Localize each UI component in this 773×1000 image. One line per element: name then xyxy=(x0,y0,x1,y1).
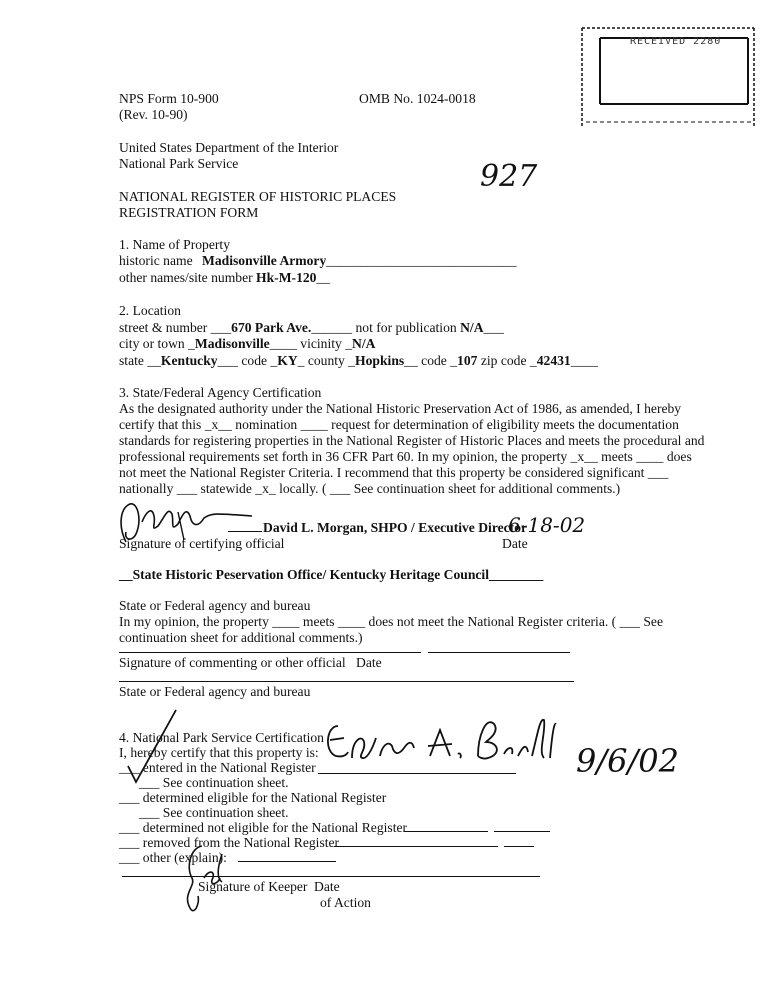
vicinity-label: vicinity xyxy=(300,336,342,351)
form-revision: (Rev. 10-90) xyxy=(119,107,188,122)
state-label: state xyxy=(119,353,144,368)
commenting-sig-label: Signature of commenting or other official xyxy=(119,655,346,670)
historic-name-label: historic name xyxy=(119,253,193,268)
state-code-label: code xyxy=(241,353,268,368)
cert-line-2: certify that this _x__ nomination ____ request for determination of eligibility meets the documentation xyxy=(119,417,679,432)
other-names-label: other names/site number xyxy=(119,270,253,285)
form-title-2: REGISTRATION FORM xyxy=(119,205,259,220)
office-name: __State Historic Peservation Office/ Kentucky Heritage Council________ xyxy=(119,567,544,582)
form-title-1: NATIONAL REGISTER OF HISTORIC PLACES xyxy=(119,189,397,204)
keeper-signature xyxy=(318,712,558,774)
street-label: street & number xyxy=(119,320,208,335)
state-value: Kentucky xyxy=(160,353,218,368)
bureau-label: State or Federal agency and bureau xyxy=(119,598,311,613)
city-value: Madisonville xyxy=(194,336,270,351)
omb-number: OMB No. 1024-0018 xyxy=(359,91,476,106)
commenting-date-label: Date xyxy=(356,655,382,670)
service: National Park Service xyxy=(119,156,239,171)
svg-text:927: 927 xyxy=(480,159,538,194)
street-value: 670 Park Ave. xyxy=(231,320,312,335)
zip-label: zip code xyxy=(480,353,527,368)
zip-value: 42431 xyxy=(536,353,571,368)
section4-heading: 4. National Park Service Certification xyxy=(119,730,324,745)
bureau-label-2: State or Federal agency and bureau xyxy=(119,684,311,699)
opt-removed: ___ removed from the National Register xyxy=(119,835,340,850)
cert-line-4: professional requirements set forth in 36 CFR Part 60. In my opinion, the property _x__ meets ____ does xyxy=(119,449,692,464)
keeper-date-label: Date xyxy=(314,879,340,894)
svg-text:6-18-02: 6-18-02 xyxy=(508,513,586,537)
county-code-value: 107 xyxy=(457,353,478,368)
cert-line-6: nationally ___ statewide _x_ locally. ( ___ See continuation sheet for additional comments.) xyxy=(119,481,621,496)
nps-intro: I, hereby certify that this property is: xyxy=(119,745,319,760)
county-label: county xyxy=(307,353,345,368)
other-names-value: Hk-M-120 xyxy=(256,270,317,285)
cert-line-3: standards for registering properties in the National Register of Historic Places and meets the procedural and xyxy=(119,433,705,448)
opt-eligible: ___ determined eligible for the National Register xyxy=(119,790,387,805)
department: United States Department of the Interior xyxy=(119,140,339,155)
opt-eligible-continuation: ___ See continuation sheet. xyxy=(139,805,289,820)
keeper-sig-label: Signature of Keeper xyxy=(198,879,308,894)
section2-heading: 2. Location xyxy=(119,303,181,318)
nfp-value: N/A xyxy=(460,320,484,335)
state-code-value: KY xyxy=(277,353,298,368)
keeper-action-label: of Action xyxy=(320,895,371,910)
vicinity-value: N/A xyxy=(352,336,376,351)
cert-line-5: not meet the National Register Criteria. I recommend that this property be considered significant ___ xyxy=(119,465,669,480)
certifying-date-label: Date xyxy=(502,536,528,551)
certifying-official-name: David L. Morgan, SHPO / Executive Director xyxy=(263,520,528,535)
opt-not-eligible: ___ determined not eligible for the National Register xyxy=(119,820,408,835)
form-number: NPS Form 10-900 xyxy=(119,91,219,106)
opt-entered: ___ entered in the National Register xyxy=(119,760,316,775)
opt-other: ___ other (explain): xyxy=(119,850,227,865)
section3-heading: 3. State/Federal Agency Certification xyxy=(119,385,322,400)
city-label: city or town xyxy=(119,336,185,351)
nfp-label: not for publication xyxy=(355,320,457,335)
opt-entered-continuation: ___ See continuation sheet. xyxy=(139,775,289,790)
opinion-line-2: continuation sheet for additional comments.) xyxy=(119,630,363,645)
county-value: Hopkins xyxy=(355,353,405,368)
svg-text:9/6/02: 9/6/02 xyxy=(576,742,679,780)
stamp-text: RECEIVED 2280 xyxy=(630,36,722,47)
opinion-line-1: In my opinion, the property ____ meets ____ does not meet the National Register criteria. ( ___ See xyxy=(119,614,663,629)
cert-line-1: As the designated authority under the National Historic Preservation Act of 1986, as amended, I hereby xyxy=(119,401,682,416)
handwritten-keeper-date xyxy=(574,736,694,782)
county-code-label: code xyxy=(421,353,447,368)
section1-heading: 1. Name of Property xyxy=(119,237,230,252)
certifying-sig-label: Signature of certifying official xyxy=(119,536,285,551)
handwritten-number xyxy=(478,150,548,196)
historic-name-value: Madisonville Armory xyxy=(202,253,327,268)
